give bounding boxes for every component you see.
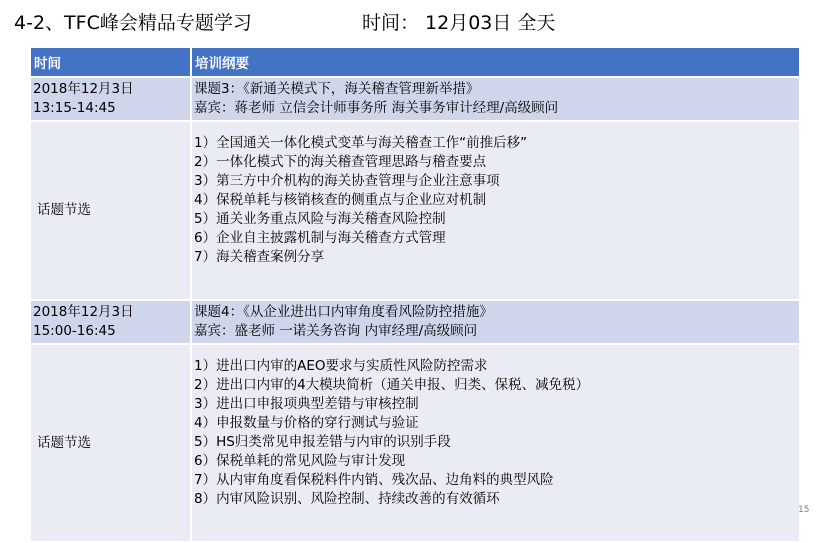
- topic-item: 6）企业自主披露机制与海关稽查方式管理: [194, 230, 446, 246]
- topic-item: 3）进出口申报项典型差错与审核控制: [194, 396, 419, 412]
- topic-item: 4）保税单耗与核销核查的侧重点与企业应对机制: [194, 192, 487, 208]
- session-topics-row: [31, 121, 799, 300]
- session-date: 2018年12月3日: [33, 81, 134, 97]
- topic-item: 3）第三方中介机构的海关协查管理与企业注意事项: [194, 173, 500, 189]
- session-datetime: [31, 300, 191, 344]
- topic-item: 8）内审风险识别、风险控制、持续改善的有效循环: [194, 491, 500, 507]
- topic-item: 1）全国通关一体化模式变革与海关稽查工作“前推后移”: [194, 135, 528, 151]
- session-header-row: [31, 300, 799, 344]
- session-course: 课题4：《从企业进出口内审角度看风险防控措施》: [194, 304, 493, 320]
- column-header-outline: 培训纲要: [191, 48, 799, 77]
- column-header-time: 时间: [31, 48, 191, 77]
- title-text: 4-2、TFC峰会精品专题学习: [14, 12, 252, 34]
- topic-item: 7）海关稽查案例分享: [194, 249, 325, 265]
- time-text: 时间： 12月03日 全天: [362, 12, 556, 34]
- session-time: 15:00-16:45: [33, 323, 116, 339]
- session-topics-row: [31, 344, 799, 542]
- topics-list: [191, 344, 799, 542]
- table-header-row: [31, 48, 799, 77]
- topic-item: 5）通关业务重点风险与海关稽查风险控制: [194, 211, 446, 227]
- session-course: 课题3：《新通关模式下，海关稽查管理新举措》: [194, 81, 480, 97]
- topic-item: 1）进出口内审的AEO要求与实质性风险防控需求: [194, 358, 488, 374]
- session-guest: 嘉宾：蒋老师 立信会计师事务所 海关事务审计经理/高级顾问: [194, 100, 559, 116]
- session-info: [191, 300, 799, 344]
- topics-label: 话题节选: [31, 344, 191, 542]
- topics-list: [191, 121, 799, 300]
- topic-item: 2）进出口内审的4大模块简析（通关申报、归类、保税、减免税）: [194, 377, 590, 393]
- slide-title: [14, 10, 556, 36]
- schedule-table: [31, 48, 799, 543]
- session-info: [191, 77, 799, 121]
- topics-label: 话题节选: [31, 121, 191, 300]
- session-date: 2018年12月3日: [33, 304, 134, 320]
- session-time: 13:15-14:45: [33, 100, 116, 116]
- topic-item: 2）一体化模式下的海关稽查管理思路与稽查要点: [194, 154, 487, 170]
- page-number: 15: [798, 505, 810, 515]
- topic-item: 5）HS归类常见申报差错与内审的识别手段: [194, 434, 451, 450]
- topic-item: 4）申报数量与价格的穿行测试与验证: [194, 415, 419, 431]
- topic-item: 6）保税单耗的常见风险与审计发现: [194, 453, 406, 469]
- session-header-row: [31, 77, 799, 121]
- session-datetime: [31, 77, 191, 121]
- topic-item: 7）从内审角度看保税料件内销、残次品、边角料的典型风险: [194, 472, 554, 488]
- session-guest: 嘉宾：盛老师 一诺关务咨询 内审经理/高级顾问: [194, 323, 478, 339]
